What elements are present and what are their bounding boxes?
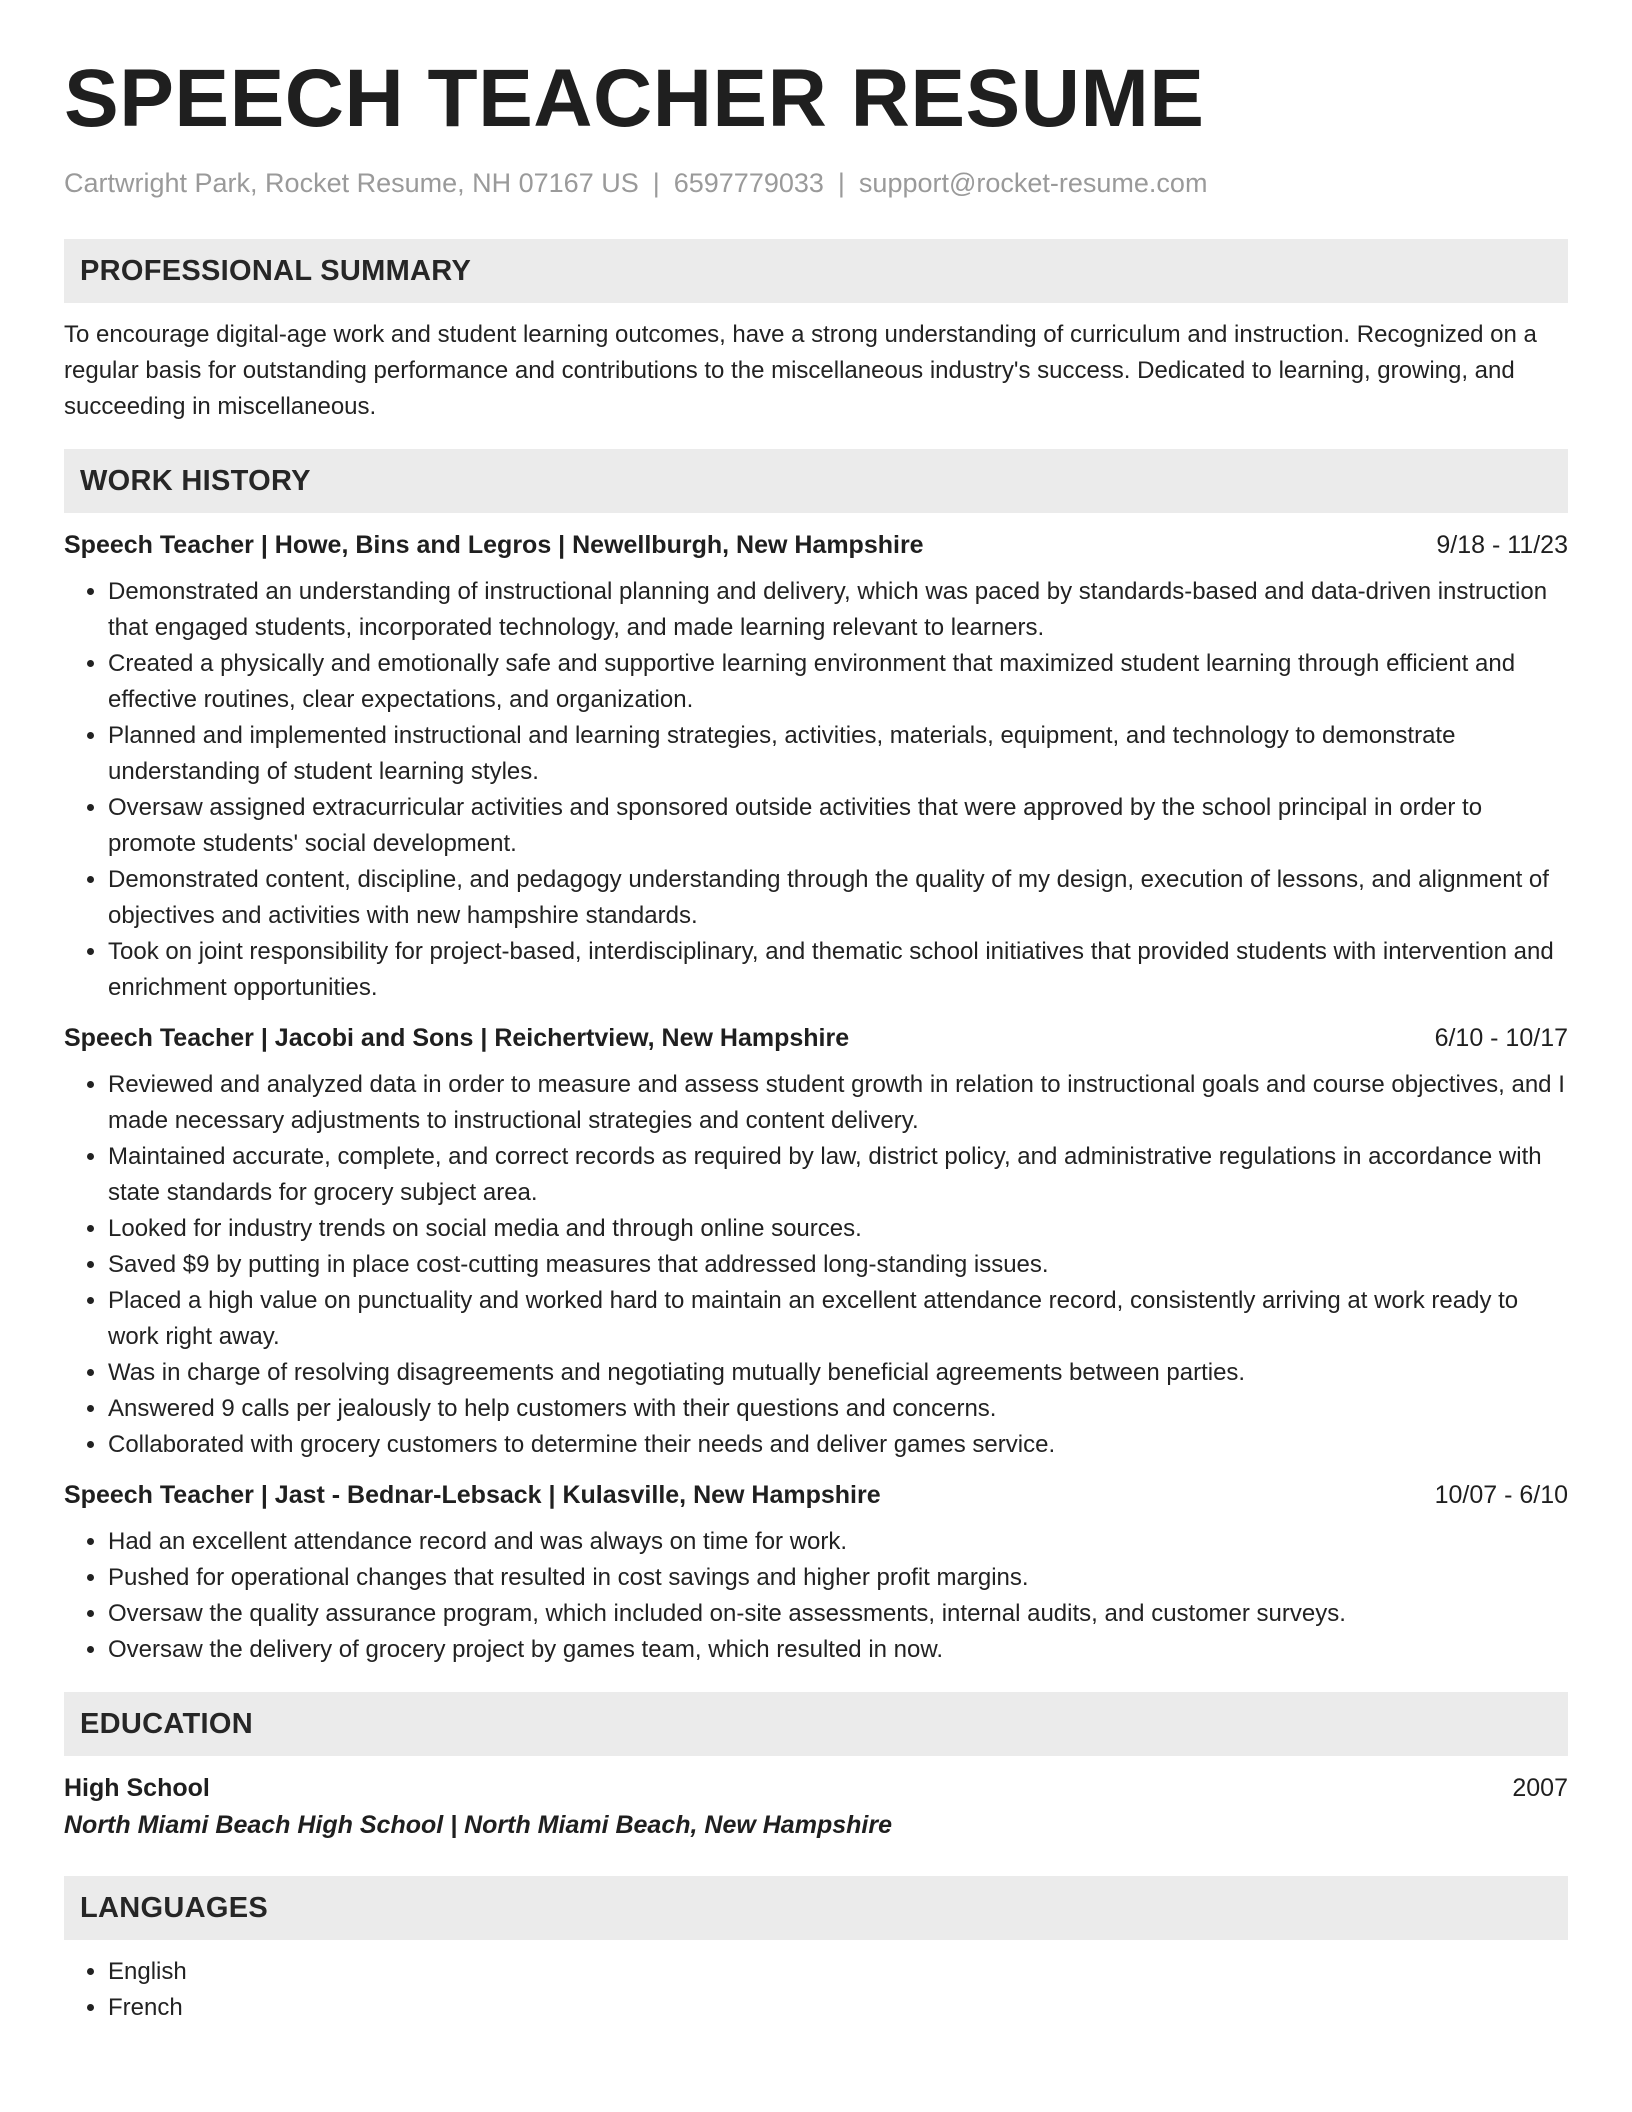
job-header (64, 1481, 1568, 1510)
job-header (64, 1024, 1568, 1053)
job-title: Speech Teacher | Howe, Bins and Legros | Newellburgh, New Hampshire (64, 531, 924, 560)
job-bullet: • Reviewed and analyzed data in order to measure and assess student growth in relation to instructional goals and course objectives, and I made necessary adjustments to instructional strategies and content delivery. (108, 1067, 1568, 1139)
job-bullet: • Looked for industry trends on social media and through online sources. (108, 1211, 1568, 1247)
job-entry (64, 531, 1568, 1006)
job-entry (64, 1481, 1568, 1668)
job-dates: 9/18 - 11/23 (1436, 531, 1568, 560)
resume-title: SPEECH TEACHER RESUME (64, 53, 1205, 144)
education-degree: High School (64, 1774, 210, 1803)
job-bullets (64, 1067, 1568, 1463)
job-title: Speech Teacher | Jast - Bednar-Lebsack | Kulasville, New Hampshire (64, 1481, 881, 1510)
language-item: • French (108, 1990, 1568, 2026)
contact-separator: | (837, 168, 845, 199)
job-bullet: • Answered 9 calls per jealously to help customers with their questions and concerns. (108, 1391, 1568, 1427)
section-heading-languages: LANGUAGES (64, 1876, 1568, 1940)
contact-line (64, 168, 1568, 199)
job-bullet: • Demonstrated content, discipline, and pedagogy understanding through the quality of my design, execution of lessons, and alignment of objectives and activities with new hampshire standards. (108, 862, 1568, 934)
section-heading-work: WORK HISTORY (64, 449, 1568, 513)
job-title: Speech Teacher | Jacobi and Sons | Reichertview, New Hampshire (64, 1024, 850, 1053)
job-bullet: • Placed a high value on punctuality and worked hard to maintain an excellent attendance record, consistently arriving at work ready to work right away. (108, 1283, 1568, 1355)
job-bullet: • Saved $9 by putting in place cost-cutting measures that addressed long-standing issues. (108, 1247, 1568, 1283)
job-bullet: • Collaborated with grocery customers to determine their needs and deliver games service. (108, 1427, 1568, 1463)
languages-list (64, 1954, 1568, 2026)
language-item: • English (108, 1954, 1568, 1990)
job-bullet: • Maintained accurate, complete, and correct records as required by law, district policy, and administrative regulations in accordance with state standards for grocery subject area. (108, 1139, 1568, 1211)
job-bullet: • Took on joint responsibility for project-based, interdisciplinary, and thematic school initiatives that provided students with intervention and enrichment opportunities. (108, 934, 1568, 1006)
education-school: North Miami Beach High School | North Miami Beach, New Hampshire (64, 1811, 892, 1840)
job-bullet: • Had an excellent attendance record and was always on time for work. (108, 1524, 1568, 1560)
contact-separator: | (652, 168, 660, 199)
section-heading-education: EDUCATION (64, 1692, 1568, 1756)
job-bullet: • Demonstrated an understanding of instructional planning and delivery, which was paced by standards-based and data-driven instruction that engaged students, incorporated technology, and made learning relevant to learners. (108, 574, 1568, 646)
education-year: 2007 (1512, 1774, 1568, 1803)
job-bullet: • Oversaw the quality assurance program, which included on-site assessments, internal audits, and customer surveys. (108, 1596, 1568, 1632)
job-bullet: • Oversaw the delivery of grocery project by games team, which resulted in now. (108, 1632, 1568, 1668)
job-entry (64, 1024, 1568, 1463)
contact-phone: 6597779033 (673, 168, 824, 199)
job-bullet: • Created a physically and emotionally safe and supportive learning environment that maximized student learning through efficient and effective routines, clear expectations, and organization. (108, 646, 1568, 718)
summary-text: To encourage digital-age work and student learning outcomes, have a strong understanding of curriculum and instruction. Recognized on a regular basis for outstanding performance and contributions to the miscellaneous industry's success. Dedicated to learning, growing, and succeeding in miscellaneous. (64, 321, 1537, 421)
job-bullet: • Oversaw assigned extracurricular activities and sponsored outside activities that were approved by the school principal in order to promote students' social development. (108, 790, 1568, 862)
section-heading-summary: PROFESSIONAL SUMMARY (64, 239, 1568, 303)
contact-email: support@rocket-resume.com (858, 168, 1208, 199)
job-bullets (64, 1524, 1568, 1668)
job-dates: 6/10 - 10/17 (1434, 1024, 1568, 1053)
job-bullet: • Planned and implemented instructional and learning strategies, activities, materials, equipment, and technology to demonstrate understanding of student learning styles. (108, 718, 1568, 790)
education-header (64, 1774, 1568, 1803)
job-dates: 10/07 - 6/10 (1434, 1481, 1568, 1510)
job-header (64, 531, 1568, 560)
job-bullets (64, 574, 1568, 1006)
job-bullet: • Pushed for operational changes that resulted in cost savings and higher profit margins. (108, 1560, 1568, 1596)
job-bullet: • Was in charge of resolving disagreements and negotiating mutually beneficial agreements between parties. (108, 1355, 1568, 1391)
contact-address: Cartwright Park, Rocket Resume, NH 07167 US (64, 168, 639, 199)
